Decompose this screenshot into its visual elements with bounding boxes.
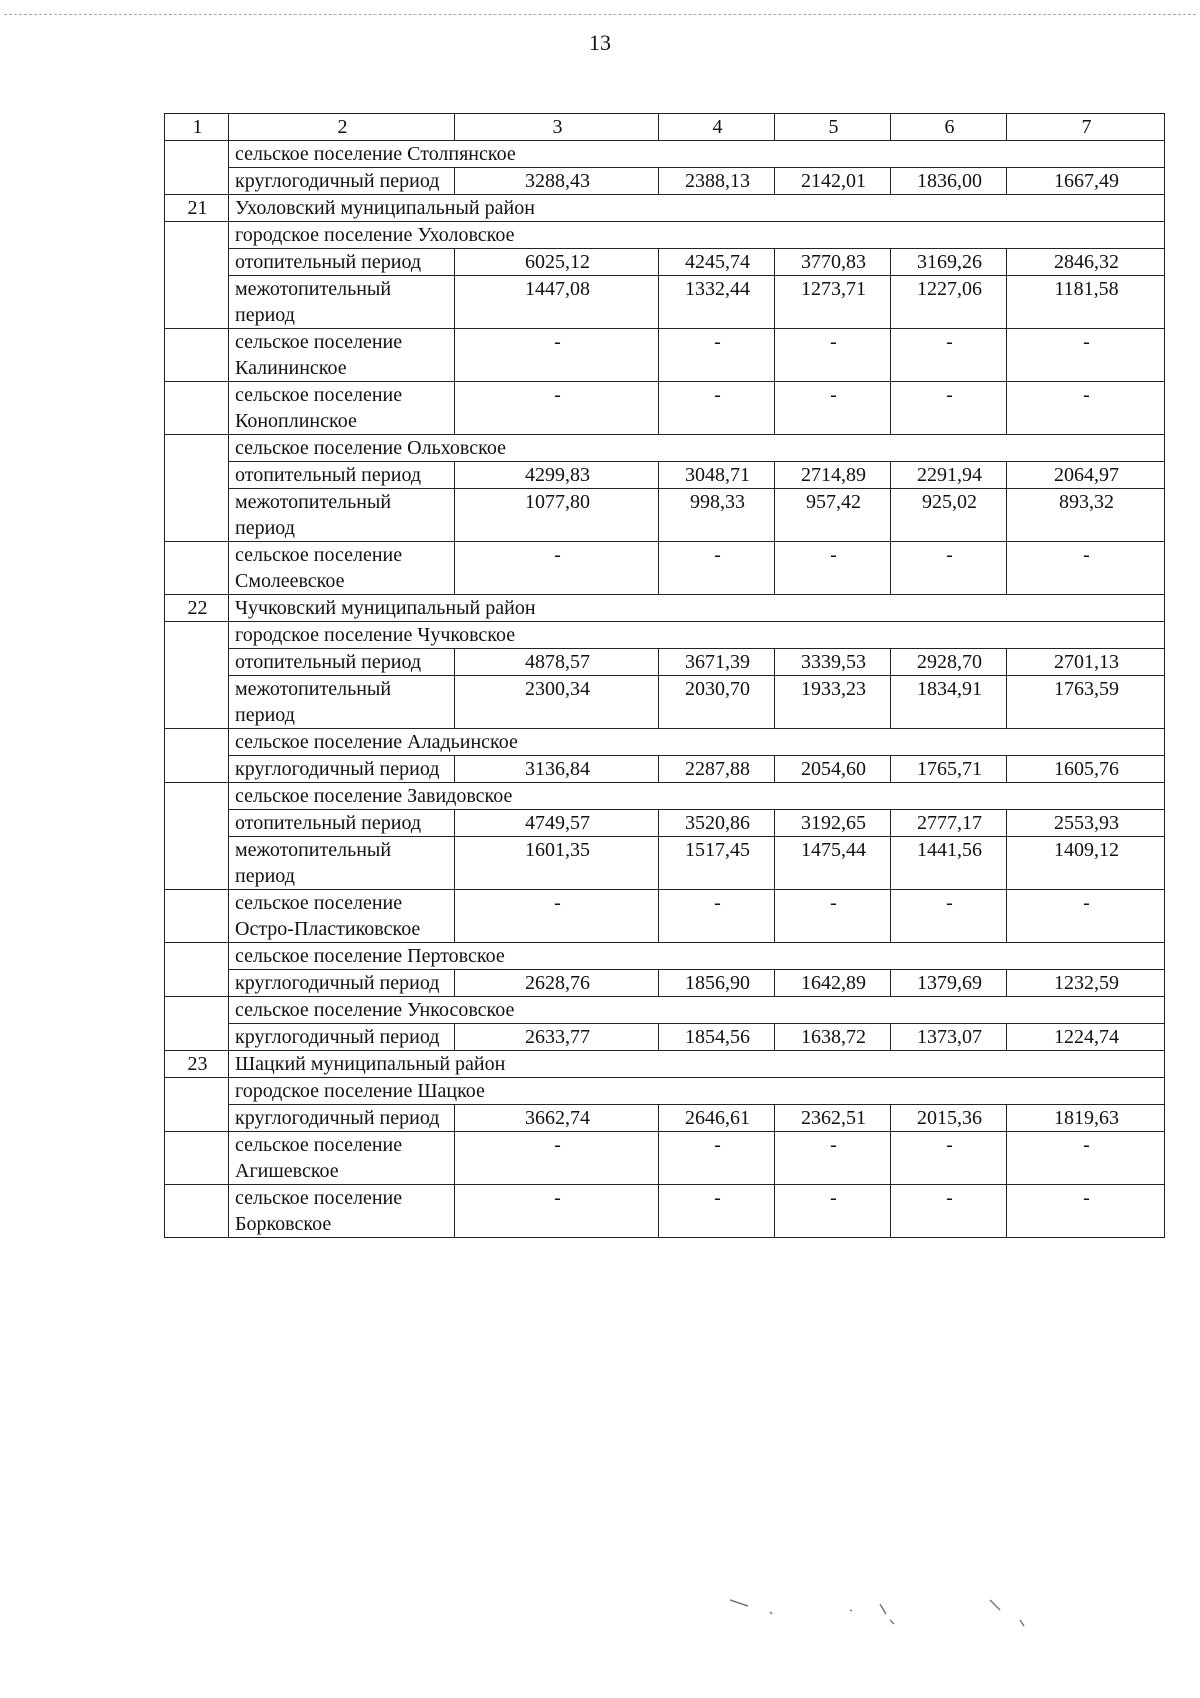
value-cell: - — [659, 329, 775, 382]
row-label: отопительный период — [229, 249, 455, 276]
value-cell: - — [891, 1132, 1007, 1185]
value-cell: 2646,61 — [659, 1105, 775, 1132]
value-cell: - — [1007, 329, 1165, 382]
row-label: сельское поселение Остро-Пластиковское — [229, 890, 455, 943]
value-cell: - — [775, 382, 891, 435]
table-row — [165, 1185, 1165, 1238]
value-cell: - — [455, 329, 659, 382]
value-cell: 1447,08 — [455, 276, 659, 329]
value-cell: 2553,93 — [1007, 810, 1165, 837]
empty-number-cell — [165, 542, 229, 595]
settlement-header-row — [165, 222, 1165, 249]
table-row — [165, 649, 1165, 676]
page-number: 13 — [589, 30, 611, 55]
value-cell: - — [1007, 382, 1165, 435]
empty-number-cell — [165, 1185, 229, 1238]
table-row — [165, 489, 1165, 542]
value-cell: 3520,86 — [659, 810, 775, 837]
column-header: 3 — [455, 114, 659, 141]
value-cell: - — [1007, 1185, 1165, 1238]
value-cell: - — [891, 329, 1007, 382]
column-header: 5 — [775, 114, 891, 141]
value-cell: 2015,36 — [891, 1105, 1007, 1132]
value-cell: - — [659, 382, 775, 435]
value-cell: 1332,44 — [659, 276, 775, 329]
empty-number-cell — [165, 1132, 229, 1185]
table-row — [165, 890, 1165, 943]
value-cell: 1834,91 — [891, 676, 1007, 729]
value-cell: 1227,06 — [891, 276, 1007, 329]
value-cell: - — [455, 382, 659, 435]
row-label: отопительный период — [229, 649, 455, 676]
table-row — [165, 168, 1165, 195]
settlement-name: городское поселение Чучковское — [229, 622, 1165, 649]
value-cell: 2714,89 — [775, 462, 891, 489]
settlement-name: сельское поселение Пертовское — [229, 943, 1165, 970]
district-name: Шацкий муниципальный район — [229, 1051, 1165, 1078]
row-label: межотопительный период — [229, 276, 455, 329]
column-header: 6 — [891, 114, 1007, 141]
value-cell: - — [891, 1185, 1007, 1238]
value-cell: 1601,35 — [455, 837, 659, 890]
row-label: сельское поселение Коноплинское — [229, 382, 455, 435]
row-label: круглогодичный период — [229, 168, 455, 195]
value-cell: 2388,13 — [659, 168, 775, 195]
value-cell: 2633,77 — [455, 1024, 659, 1051]
value-cell: 1373,07 — [891, 1024, 1007, 1051]
table-row — [165, 810, 1165, 837]
row-label: сельское поселение Смолеевское — [229, 542, 455, 595]
value-cell: 1475,44 — [775, 837, 891, 890]
settlement-header-row — [165, 1078, 1165, 1105]
scan-marks — [730, 1590, 1130, 1670]
value-cell: 1763,59 — [1007, 676, 1165, 729]
row-label: отопительный период — [229, 810, 455, 837]
value-cell: 4878,57 — [455, 649, 659, 676]
value-cell: 3288,43 — [455, 168, 659, 195]
value-cell: 3770,83 — [775, 249, 891, 276]
settlement-name: сельское поселение Столпянское — [229, 141, 1165, 168]
value-cell: - — [455, 1185, 659, 1238]
value-cell: 2064,97 — [1007, 462, 1165, 489]
table-row — [165, 542, 1165, 595]
value-cell: - — [659, 1185, 775, 1238]
settlement-name: сельское поселение Завидовское — [229, 783, 1165, 810]
value-cell: 2701,13 — [1007, 649, 1165, 676]
value-cell: 2362,51 — [775, 1105, 891, 1132]
value-cell: 925,02 — [891, 489, 1007, 542]
table-row — [165, 249, 1165, 276]
value-cell: 3136,84 — [455, 756, 659, 783]
row-label: сельское поселение Борковское — [229, 1185, 455, 1238]
column-header: 1 — [165, 114, 229, 141]
settlement-header-row — [165, 729, 1165, 756]
row-label: отопительный период — [229, 462, 455, 489]
value-cell: 4299,83 — [455, 462, 659, 489]
empty-number-cell — [165, 622, 229, 729]
value-cell: 6025,12 — [455, 249, 659, 276]
column-header: 7 — [1007, 114, 1165, 141]
value-cell: - — [1007, 890, 1165, 943]
empty-number-cell — [165, 382, 229, 435]
district-row — [165, 195, 1165, 222]
table-row — [165, 1105, 1165, 1132]
value-cell: 1765,71 — [891, 756, 1007, 783]
settlement-name: городское поселение Ухоловское — [229, 222, 1165, 249]
table-body — [165, 114, 1165, 1238]
settlement-name: сельское поселение Аладьинское — [229, 729, 1165, 756]
value-cell: 3048,71 — [659, 462, 775, 489]
row-label: межотопительный период — [229, 489, 455, 542]
table-row — [165, 756, 1165, 783]
value-cell: 1667,49 — [1007, 168, 1165, 195]
value-cell: 4245,74 — [659, 249, 775, 276]
empty-number-cell — [165, 329, 229, 382]
settlement-header-row — [165, 435, 1165, 462]
value-cell: 1836,00 — [891, 168, 1007, 195]
value-cell: 1933,23 — [775, 676, 891, 729]
value-cell: 893,32 — [1007, 489, 1165, 542]
value-cell: 1517,45 — [659, 837, 775, 890]
empty-number-cell — [165, 435, 229, 542]
value-cell: 2287,88 — [659, 756, 775, 783]
district-number: 22 — [165, 595, 229, 622]
empty-number-cell — [165, 890, 229, 943]
value-cell: - — [1007, 1132, 1165, 1185]
value-cell: 1232,59 — [1007, 970, 1165, 997]
row-label: сельское поселение Калининское — [229, 329, 455, 382]
value-cell: - — [775, 1185, 891, 1238]
value-cell: 2291,94 — [891, 462, 1007, 489]
value-cell: 1819,63 — [1007, 1105, 1165, 1132]
row-label: межотопительный период — [229, 837, 455, 890]
value-cell: 3169,26 — [891, 249, 1007, 276]
row-label: круглогодичный период — [229, 970, 455, 997]
value-cell: 4749,57 — [455, 810, 659, 837]
value-cell: 2846,32 — [1007, 249, 1165, 276]
value-cell: 1409,12 — [1007, 837, 1165, 890]
value-cell: 2777,17 — [891, 810, 1007, 837]
table-row — [165, 462, 1165, 489]
value-cell: 3192,65 — [775, 810, 891, 837]
value-cell: 1638,72 — [775, 1024, 891, 1051]
value-cell: - — [1007, 542, 1165, 595]
value-cell: 2142,01 — [775, 168, 891, 195]
value-cell: 1181,58 — [1007, 276, 1165, 329]
empty-number-cell — [165, 1078, 229, 1132]
district-name: Ухоловский муниципальный район — [229, 195, 1165, 222]
settlement-header-row — [165, 622, 1165, 649]
column-header: 4 — [659, 114, 775, 141]
settlement-header-row — [165, 943, 1165, 970]
value-cell: 1856,90 — [659, 970, 775, 997]
value-cell: - — [775, 542, 891, 595]
tariff-table — [164, 113, 1165, 1238]
value-cell: 2030,70 — [659, 676, 775, 729]
value-cell: 1224,74 — [1007, 1024, 1165, 1051]
value-cell: - — [891, 382, 1007, 435]
empty-number-cell — [165, 729, 229, 783]
value-cell: 2628,76 — [455, 970, 659, 997]
value-cell: 1379,69 — [891, 970, 1007, 997]
district-number: 21 — [165, 195, 229, 222]
row-label: круглогодичный период — [229, 1024, 455, 1051]
value-cell: - — [659, 890, 775, 943]
value-cell: - — [775, 890, 891, 943]
table-row — [165, 676, 1165, 729]
table-row — [165, 837, 1165, 890]
row-label: сельское поселение Агишевское — [229, 1132, 455, 1185]
value-cell: 1077,80 — [455, 489, 659, 542]
value-cell: 1642,89 — [775, 970, 891, 997]
scan-edge-line — [4, 14, 1196, 15]
table-row — [165, 970, 1165, 997]
settlement-name: городское поселение Шацкое — [229, 1078, 1165, 1105]
value-cell: - — [891, 890, 1007, 943]
value-cell: 957,42 — [775, 489, 891, 542]
empty-number-cell — [165, 141, 229, 195]
value-cell: 1605,76 — [1007, 756, 1165, 783]
value-cell: - — [455, 1132, 659, 1185]
settlement-header-row — [165, 997, 1165, 1024]
table-row — [165, 329, 1165, 382]
table-row — [165, 1132, 1165, 1185]
value-cell: 2928,70 — [891, 649, 1007, 676]
value-cell: - — [659, 542, 775, 595]
value-cell: 1854,56 — [659, 1024, 775, 1051]
district-name: Чучковский муниципальный район — [229, 595, 1165, 622]
value-cell: - — [891, 542, 1007, 595]
district-row — [165, 595, 1165, 622]
value-cell: 1441,56 — [891, 837, 1007, 890]
settlement-name: сельское поселение Ункосовское — [229, 997, 1165, 1024]
table-row — [165, 382, 1165, 435]
settlement-name: сельское поселение Ольховское — [229, 435, 1165, 462]
value-cell: 998,33 — [659, 489, 775, 542]
column-header: 2 — [229, 114, 455, 141]
value-cell: 3671,39 — [659, 649, 775, 676]
value-cell: - — [455, 542, 659, 595]
district-number: 23 — [165, 1051, 229, 1078]
value-cell: - — [455, 890, 659, 943]
settlement-header-row — [165, 141, 1165, 168]
value-cell: - — [775, 329, 891, 382]
value-cell: 2300,34 — [455, 676, 659, 729]
value-cell: 1273,71 — [775, 276, 891, 329]
settlement-header-row — [165, 783, 1165, 810]
value-cell: 3662,74 — [455, 1105, 659, 1132]
value-cell: 3339,53 — [775, 649, 891, 676]
empty-number-cell — [165, 783, 229, 890]
table-row — [165, 276, 1165, 329]
value-cell: - — [659, 1132, 775, 1185]
empty-number-cell — [165, 943, 229, 997]
empty-number-cell — [165, 997, 229, 1051]
district-row — [165, 1051, 1165, 1078]
table-row — [165, 1024, 1165, 1051]
value-cell: - — [775, 1132, 891, 1185]
table-header-row — [165, 114, 1165, 141]
empty-number-cell — [165, 222, 229, 329]
row-label: круглогодичный период — [229, 756, 455, 783]
value-cell: 2054,60 — [775, 756, 891, 783]
row-label: межотопительный период — [229, 676, 455, 729]
row-label: круглогодичный период — [229, 1105, 455, 1132]
